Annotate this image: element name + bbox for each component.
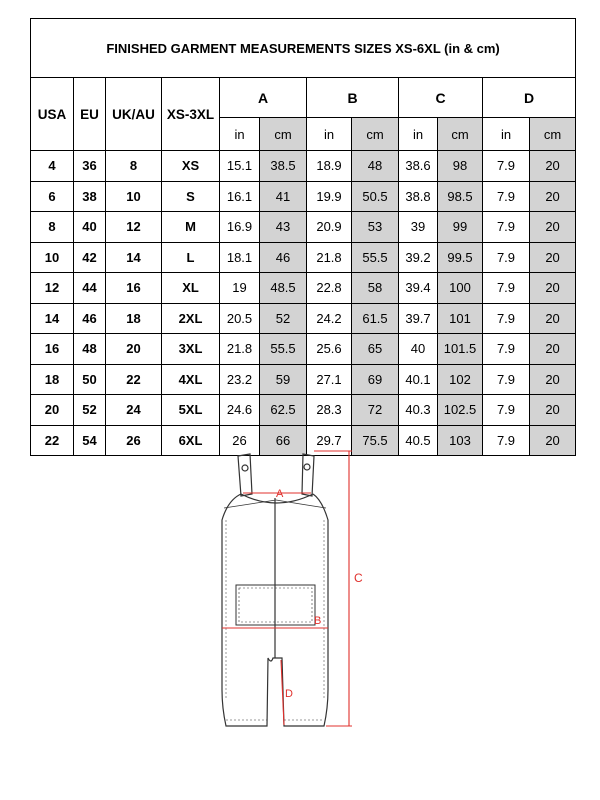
table-cell: 20 <box>530 273 576 304</box>
table-cell: 101.5 <box>438 334 483 365</box>
label-d: D <box>285 688 293 700</box>
table-cell: 26 <box>220 425 260 456</box>
table-cell: 62.5 <box>260 395 307 426</box>
table-cell: 40.1 <box>399 364 438 395</box>
table-title: FINISHED GARMENT MEASUREMENTS SIZES XS-6XL (in & cm) <box>31 19 576 78</box>
table-cell: 22 <box>106 364 162 395</box>
table-cell: 50 <box>74 364 106 395</box>
table-cell: 102.5 <box>438 395 483 426</box>
table-cell: 5XL <box>162 395 220 426</box>
table-cell: 38.8 <box>399 181 438 212</box>
header-eu: EU <box>74 78 106 151</box>
table-cell: 101 <box>438 303 483 334</box>
unit-cm-d: cm <box>530 118 576 151</box>
table-cell: 25.6 <box>307 334 352 365</box>
table-cell: 7.9 <box>483 334 530 365</box>
table-cell: 39.2 <box>399 242 438 273</box>
table-cell: 22.8 <box>307 273 352 304</box>
table-cell: 69 <box>352 364 399 395</box>
table-row <box>31 364 576 395</box>
table-cell: 54 <box>74 425 106 456</box>
table-row <box>31 395 576 426</box>
table-cell: 36 <box>74 151 106 182</box>
label-b: B <box>314 615 322 627</box>
table-cell: 46 <box>260 242 307 273</box>
table-cell: 99.5 <box>438 242 483 273</box>
table-row <box>31 151 576 182</box>
table-cell: 24.6 <box>220 395 260 426</box>
table-cell: 20 <box>530 364 576 395</box>
table-cell: 52 <box>260 303 307 334</box>
table-cell: 3XL <box>162 334 220 365</box>
table-cell: 8 <box>106 151 162 182</box>
size-rows <box>31 151 576 456</box>
table-cell: 20 <box>530 425 576 456</box>
table-cell: 40.5 <box>399 425 438 456</box>
table-cell: 66 <box>260 425 307 456</box>
unit-cm-b: cm <box>352 118 399 151</box>
measurement-lines <box>222 451 352 726</box>
table-cell: 39 <box>399 212 438 243</box>
table-cell: 7.9 <box>483 242 530 273</box>
table-cell: 7.9 <box>483 181 530 212</box>
table-cell: 58 <box>352 273 399 304</box>
table-cell: 48.5 <box>260 273 307 304</box>
table-cell: 46 <box>74 303 106 334</box>
header-group-d: D <box>483 78 576 118</box>
table-cell: 61.5 <box>352 303 399 334</box>
table-cell: 20 <box>31 395 74 426</box>
label-a: A <box>276 488 284 500</box>
unit-in-b: in <box>307 118 352 151</box>
table-cell: 38.6 <box>399 151 438 182</box>
table-cell: 7.9 <box>483 425 530 456</box>
table-cell: 4 <box>31 151 74 182</box>
table-cell: 42 <box>74 242 106 273</box>
table-cell: 48 <box>74 334 106 365</box>
table-cell: 20 <box>106 334 162 365</box>
table-cell: 24 <box>106 395 162 426</box>
table-cell: 14 <box>106 242 162 273</box>
table-cell: 40.3 <box>399 395 438 426</box>
table-cell: 18.1 <box>220 242 260 273</box>
table-cell: 15.1 <box>220 151 260 182</box>
table-cell: 100 <box>438 273 483 304</box>
table-cell: 55.5 <box>352 242 399 273</box>
header-group-c: C <box>399 78 483 118</box>
table-cell: 20 <box>530 181 576 212</box>
table-row <box>31 181 576 212</box>
table-row <box>31 242 576 273</box>
table-cell: 103 <box>438 425 483 456</box>
table-cell: 39.4 <box>399 273 438 304</box>
table-cell: 26 <box>106 425 162 456</box>
header-uk-au: UK/AU <box>106 78 162 151</box>
table-cell: XS <box>162 151 220 182</box>
table-cell: L <box>162 242 220 273</box>
table-cell: 18 <box>106 303 162 334</box>
table-cell: 16 <box>31 334 74 365</box>
header-xs-3xl: XS-3XL <box>162 78 220 151</box>
table-cell: M <box>162 212 220 243</box>
table-cell: 48 <box>352 151 399 182</box>
unit-cm-c: cm <box>438 118 483 151</box>
table-cell: 72 <box>352 395 399 426</box>
table-cell: 6 <box>31 181 74 212</box>
table-cell: 29.7 <box>307 425 352 456</box>
table-cell: 27.1 <box>307 364 352 395</box>
table-cell: 20.9 <box>307 212 352 243</box>
table-cell: 10 <box>106 181 162 212</box>
table-cell: 14 <box>31 303 74 334</box>
table-cell: 16.9 <box>220 212 260 243</box>
table-cell: 43 <box>260 212 307 243</box>
table-cell: 7.9 <box>483 395 530 426</box>
table-cell: 7.9 <box>483 151 530 182</box>
table-cell: 59 <box>260 364 307 395</box>
table-cell: 4XL <box>162 364 220 395</box>
table-cell: 40 <box>74 212 106 243</box>
table-cell: 53 <box>352 212 399 243</box>
table-cell: 12 <box>106 212 162 243</box>
table-cell: 7.9 <box>483 212 530 243</box>
table-cell: 55.5 <box>260 334 307 365</box>
table-cell: 98.5 <box>438 181 483 212</box>
table-cell: 23.2 <box>220 364 260 395</box>
table-cell: XL <box>162 273 220 304</box>
table-cell: 19.9 <box>307 181 352 212</box>
table-cell: 7.9 <box>483 273 530 304</box>
table-cell: 20 <box>530 151 576 182</box>
table-cell: S <box>162 181 220 212</box>
table-cell: 16 <box>106 273 162 304</box>
table-cell: 22 <box>31 425 74 456</box>
unit-in-c: in <box>399 118 438 151</box>
table-cell: 19 <box>220 273 260 304</box>
label-c: C <box>354 571 363 585</box>
table-cell: 20 <box>530 212 576 243</box>
table-cell: 38.5 <box>260 151 307 182</box>
table-cell: 20 <box>530 303 576 334</box>
table-cell: 28.3 <box>307 395 352 426</box>
table-cell: 24.2 <box>307 303 352 334</box>
table-cell: 20 <box>530 334 576 365</box>
header-group-a: A <box>220 78 307 118</box>
table-cell: 21.8 <box>307 242 352 273</box>
table-cell: 41 <box>260 181 307 212</box>
table-cell: 18.9 <box>307 151 352 182</box>
table-cell: 20 <box>530 242 576 273</box>
table-cell: 40 <box>399 334 438 365</box>
table-row <box>31 334 576 365</box>
table-cell: 102 <box>438 364 483 395</box>
table-cell: 99 <box>438 212 483 243</box>
table-cell: 98 <box>438 151 483 182</box>
table-cell: 2XL <box>162 303 220 334</box>
table-cell: 16.1 <box>220 181 260 212</box>
header-group-b: B <box>307 78 399 118</box>
table-cell: 39.7 <box>399 303 438 334</box>
table-row <box>31 303 576 334</box>
table-row <box>31 212 576 243</box>
table-cell: 20 <box>530 395 576 426</box>
table-cell: 75.5 <box>352 425 399 456</box>
table-cell: 10 <box>31 242 74 273</box>
table-cell: 20.5 <box>220 303 260 334</box>
table-cell: 44 <box>74 273 106 304</box>
table-cell: 18 <box>31 364 74 395</box>
table-cell: 7.9 <box>483 364 530 395</box>
table-cell: 50.5 <box>352 181 399 212</box>
table-cell: 38 <box>74 181 106 212</box>
overall-garment-diagram <box>0 440 600 740</box>
size-chart-table <box>30 18 576 456</box>
table-cell: 12 <box>31 273 74 304</box>
unit-in-a: in <box>220 118 260 151</box>
table-cell: 21.8 <box>220 334 260 365</box>
unit-in-d: in <box>483 118 530 151</box>
table-row <box>31 273 576 304</box>
header-usa: USA <box>31 78 74 151</box>
unit-cm-a: cm <box>260 118 307 151</box>
garment-outline <box>222 454 328 726</box>
table-cell: 7.9 <box>483 303 530 334</box>
table-cell: 6XL <box>162 425 220 456</box>
table-cell: 65 <box>352 334 399 365</box>
table-cell: 8 <box>31 212 74 243</box>
table-cell: 52 <box>74 395 106 426</box>
